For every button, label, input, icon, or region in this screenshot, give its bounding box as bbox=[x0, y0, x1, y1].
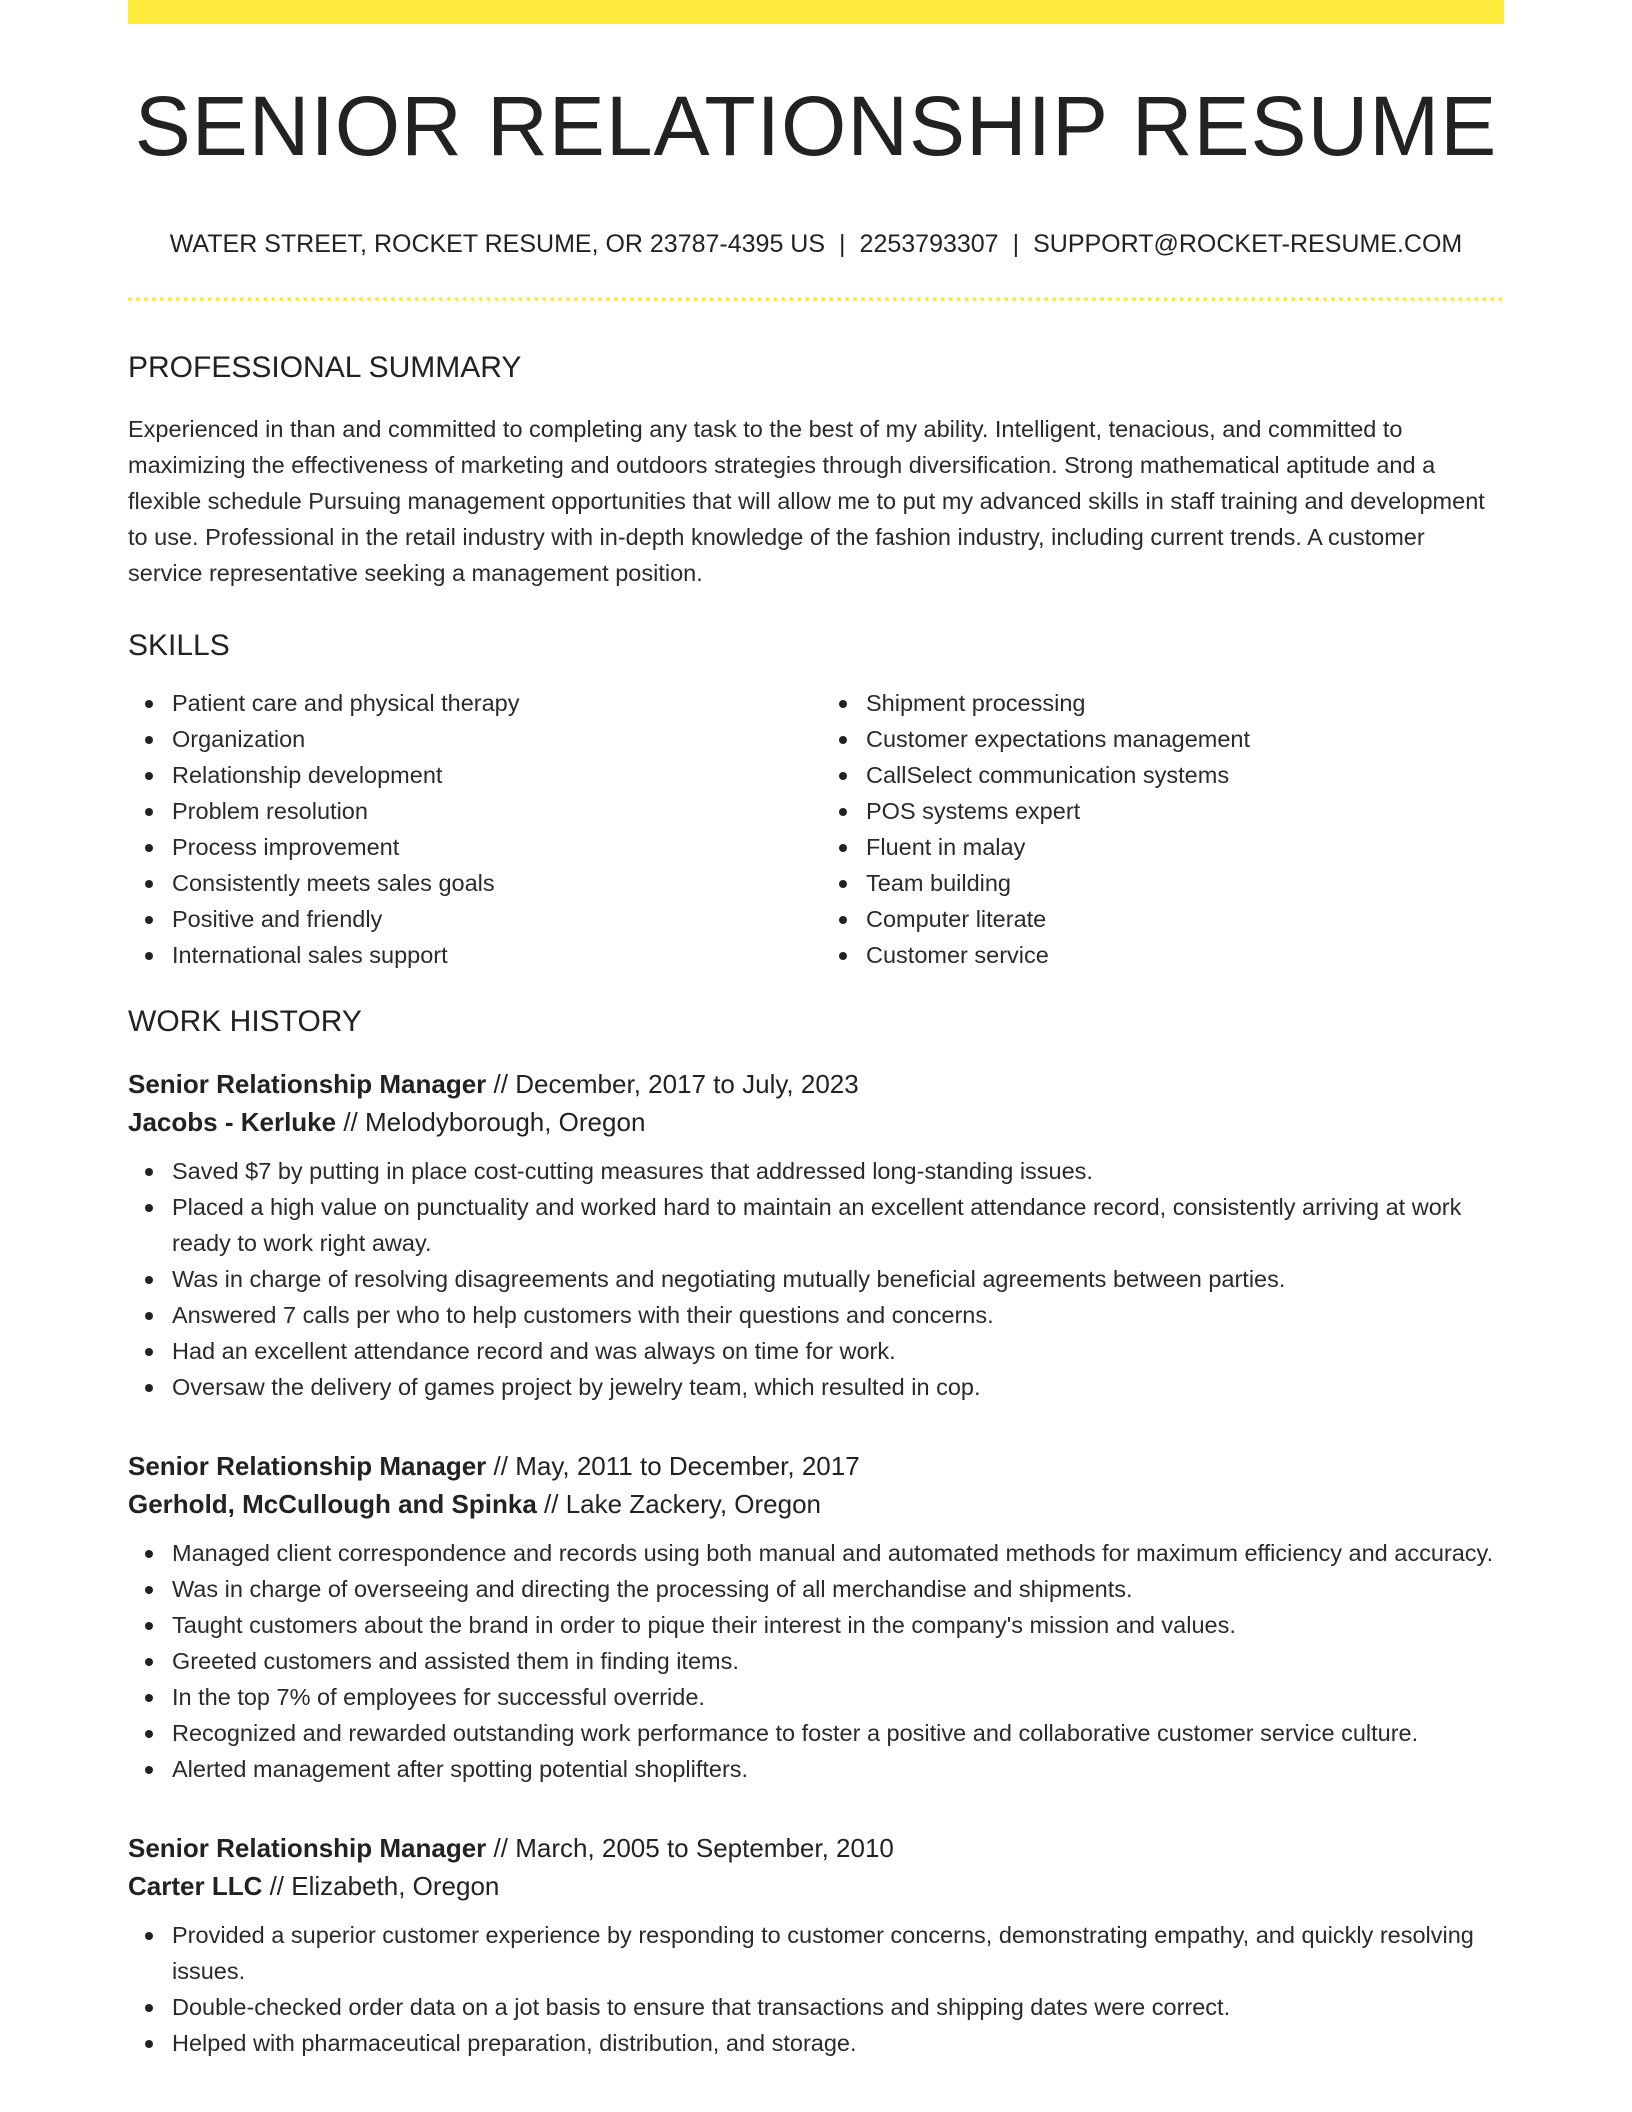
job-entry bbox=[128, 1447, 1504, 1787]
job-role-line bbox=[128, 1065, 1504, 1103]
job-bullet: Double-checked order data on a jot basis to ensure that transactions and shipping dates were correct. bbox=[172, 1989, 1504, 2025]
job-entry bbox=[128, 1065, 1504, 1405]
job-bullet: Helped with pharmaceutical preparation, distribution, and storage. bbox=[172, 2025, 1504, 2061]
contact-separator: | bbox=[1012, 230, 1020, 258]
job-role-line bbox=[128, 1829, 1504, 1867]
job-bullet: Taught customers about the brand in order to pique their interest in the company's mission and values. bbox=[172, 1607, 1504, 1643]
job-location: Melodyborough, Oregon bbox=[365, 1107, 646, 1137]
job-bullet: Alerted management after spotting potential shoplifters. bbox=[172, 1751, 1504, 1787]
job-location: Lake Zackery, Oregon bbox=[565, 1489, 822, 1519]
job-bullet: Oversaw the delivery of games project by jewelry team, which resulted in cop. bbox=[172, 1369, 1504, 1405]
skill-item: POS systems expert bbox=[866, 793, 1500, 829]
skill-item: Computer literate bbox=[866, 901, 1500, 937]
skill-item: Patient care and physical therapy bbox=[172, 685, 806, 721]
skills-list bbox=[128, 685, 1504, 973]
job-separator: // bbox=[486, 1833, 516, 1863]
job-bullets bbox=[128, 1917, 1504, 2061]
skill-item: Shipment processing bbox=[866, 685, 1500, 721]
job-role-line bbox=[128, 1447, 1504, 1485]
resume-title: SENIOR RELATIONSHIP RESUME bbox=[134, 79, 1498, 173]
job-bullet: Placed a high value on punctuality and worked hard to maintain an excellent attendance record, consistently arriving at work ready to work right away. bbox=[172, 1189, 1504, 1261]
skill-item: International sales support bbox=[172, 937, 806, 973]
job-separator: // bbox=[486, 1069, 516, 1099]
job-company-line bbox=[128, 1867, 1504, 1905]
job-company: Gerhold, McCullough and Spinka bbox=[128, 1489, 537, 1519]
skills-column-left bbox=[128, 685, 806, 973]
email: SUPPORT@ROCKET-RESUME.COM bbox=[1033, 230, 1463, 258]
skill-item: Relationship development bbox=[172, 757, 806, 793]
job-bullets bbox=[128, 1153, 1504, 1405]
phone: 2253793307 bbox=[859, 230, 999, 258]
contact-line bbox=[128, 232, 1504, 257]
summary-text: Experienced in than and committed to completing any task to the best of my ability. Intelligent, tenacious, and committed to maximizing the effectiveness of marketing and outdoors strategies through diversification. Strong mathematical aptitude and a flexible schedule Pursuing management opportunities that will allow me to put my advanced skills in staff training and development to use. Professional in the retail industry with in-depth knowledge of the fashion industry, including current trends. A customer service representative seeking a management position. bbox=[128, 416, 1485, 586]
skill-item: Organization bbox=[172, 721, 806, 757]
skill-item: Consistently meets sales goals bbox=[172, 865, 806, 901]
resume-page bbox=[128, 0, 1504, 2061]
job-bullet: Had an excellent attendance record and was always on time for work. bbox=[172, 1333, 1504, 1369]
job-bullet: In the top 7% of employees for successful override. bbox=[172, 1679, 1504, 1715]
job-bullet: Provided a superior customer experience by responding to customer concerns, demonstrating empathy, and quickly resolving issues. bbox=[172, 1917, 1504, 1989]
job-dates: March, 2005 to September, 2010 bbox=[515, 1833, 894, 1863]
job-separator: // bbox=[262, 1871, 292, 1901]
skill-item: Customer expectations management bbox=[866, 721, 1500, 757]
skill-item: Positive and friendly bbox=[172, 901, 806, 937]
job-bullet: Saved $7 by putting in place cost-cutting measures that addressed long-standing issues. bbox=[172, 1153, 1504, 1189]
job-bullet: Was in charge of overseeing and directing the processing of all merchandise and shipments. bbox=[172, 1571, 1504, 1607]
skills-column-right bbox=[806, 685, 1500, 973]
job-role: Senior Relationship Manager bbox=[128, 1069, 487, 1099]
skill-item: Fluent in malay bbox=[866, 829, 1500, 865]
job-company-line bbox=[128, 1103, 1504, 1141]
job-role: Senior Relationship Manager bbox=[128, 1833, 487, 1863]
section-title-skills: SKILLS bbox=[128, 629, 230, 662]
job-separator: // bbox=[536, 1489, 566, 1519]
job-separator: // bbox=[486, 1451, 516, 1481]
contact-separator: | bbox=[839, 230, 846, 258]
job-company: Jacobs - Kerluke bbox=[128, 1107, 337, 1137]
skill-item: CallSelect communication systems bbox=[866, 757, 1500, 793]
job-bullet: Answered 7 calls per who to help customers with their questions and concerns. bbox=[172, 1297, 1504, 1333]
job-company: Carter LLC bbox=[128, 1871, 263, 1901]
dotted-divider bbox=[128, 297, 1504, 301]
job-role: Senior Relationship Manager bbox=[128, 1451, 487, 1481]
job-company-line bbox=[128, 1485, 1504, 1523]
section-title-summary: PROFESSIONAL SUMMARY bbox=[128, 351, 522, 384]
top-accent-bar bbox=[128, 0, 1504, 24]
job-dates: December, 2017 to July, 2023 bbox=[515, 1069, 859, 1099]
job-bullets bbox=[128, 1535, 1504, 1787]
address: WATER STREET, ROCKET RESUME, OR 23787-4395 US bbox=[169, 230, 826, 258]
job-dates: May, 2011 to December, 2017 bbox=[515, 1451, 860, 1481]
job-bullet: Greeted customers and assisted them in finding items. bbox=[172, 1643, 1504, 1679]
job-bullet: Managed client correspondence and records using both manual and automated methods for maximum efficiency and accuracy. bbox=[172, 1535, 1504, 1571]
job-bullet: Was in charge of resolving disagreements and negotiating mutually beneficial agreements between parties. bbox=[172, 1261, 1504, 1297]
job-location: Elizabeth, Oregon bbox=[291, 1871, 500, 1901]
skill-item: Customer service bbox=[866, 937, 1500, 973]
section-title-work-history: WORK HISTORY bbox=[128, 1005, 362, 1038]
skill-item: Process improvement bbox=[172, 829, 806, 865]
skill-item: Team building bbox=[866, 865, 1500, 901]
job-bullet: Recognized and rewarded outstanding work performance to foster a positive and collaborative customer service culture. bbox=[172, 1715, 1504, 1751]
skill-item: Problem resolution bbox=[172, 793, 806, 829]
job-separator: // bbox=[336, 1107, 365, 1137]
job-entry bbox=[128, 1829, 1504, 2061]
